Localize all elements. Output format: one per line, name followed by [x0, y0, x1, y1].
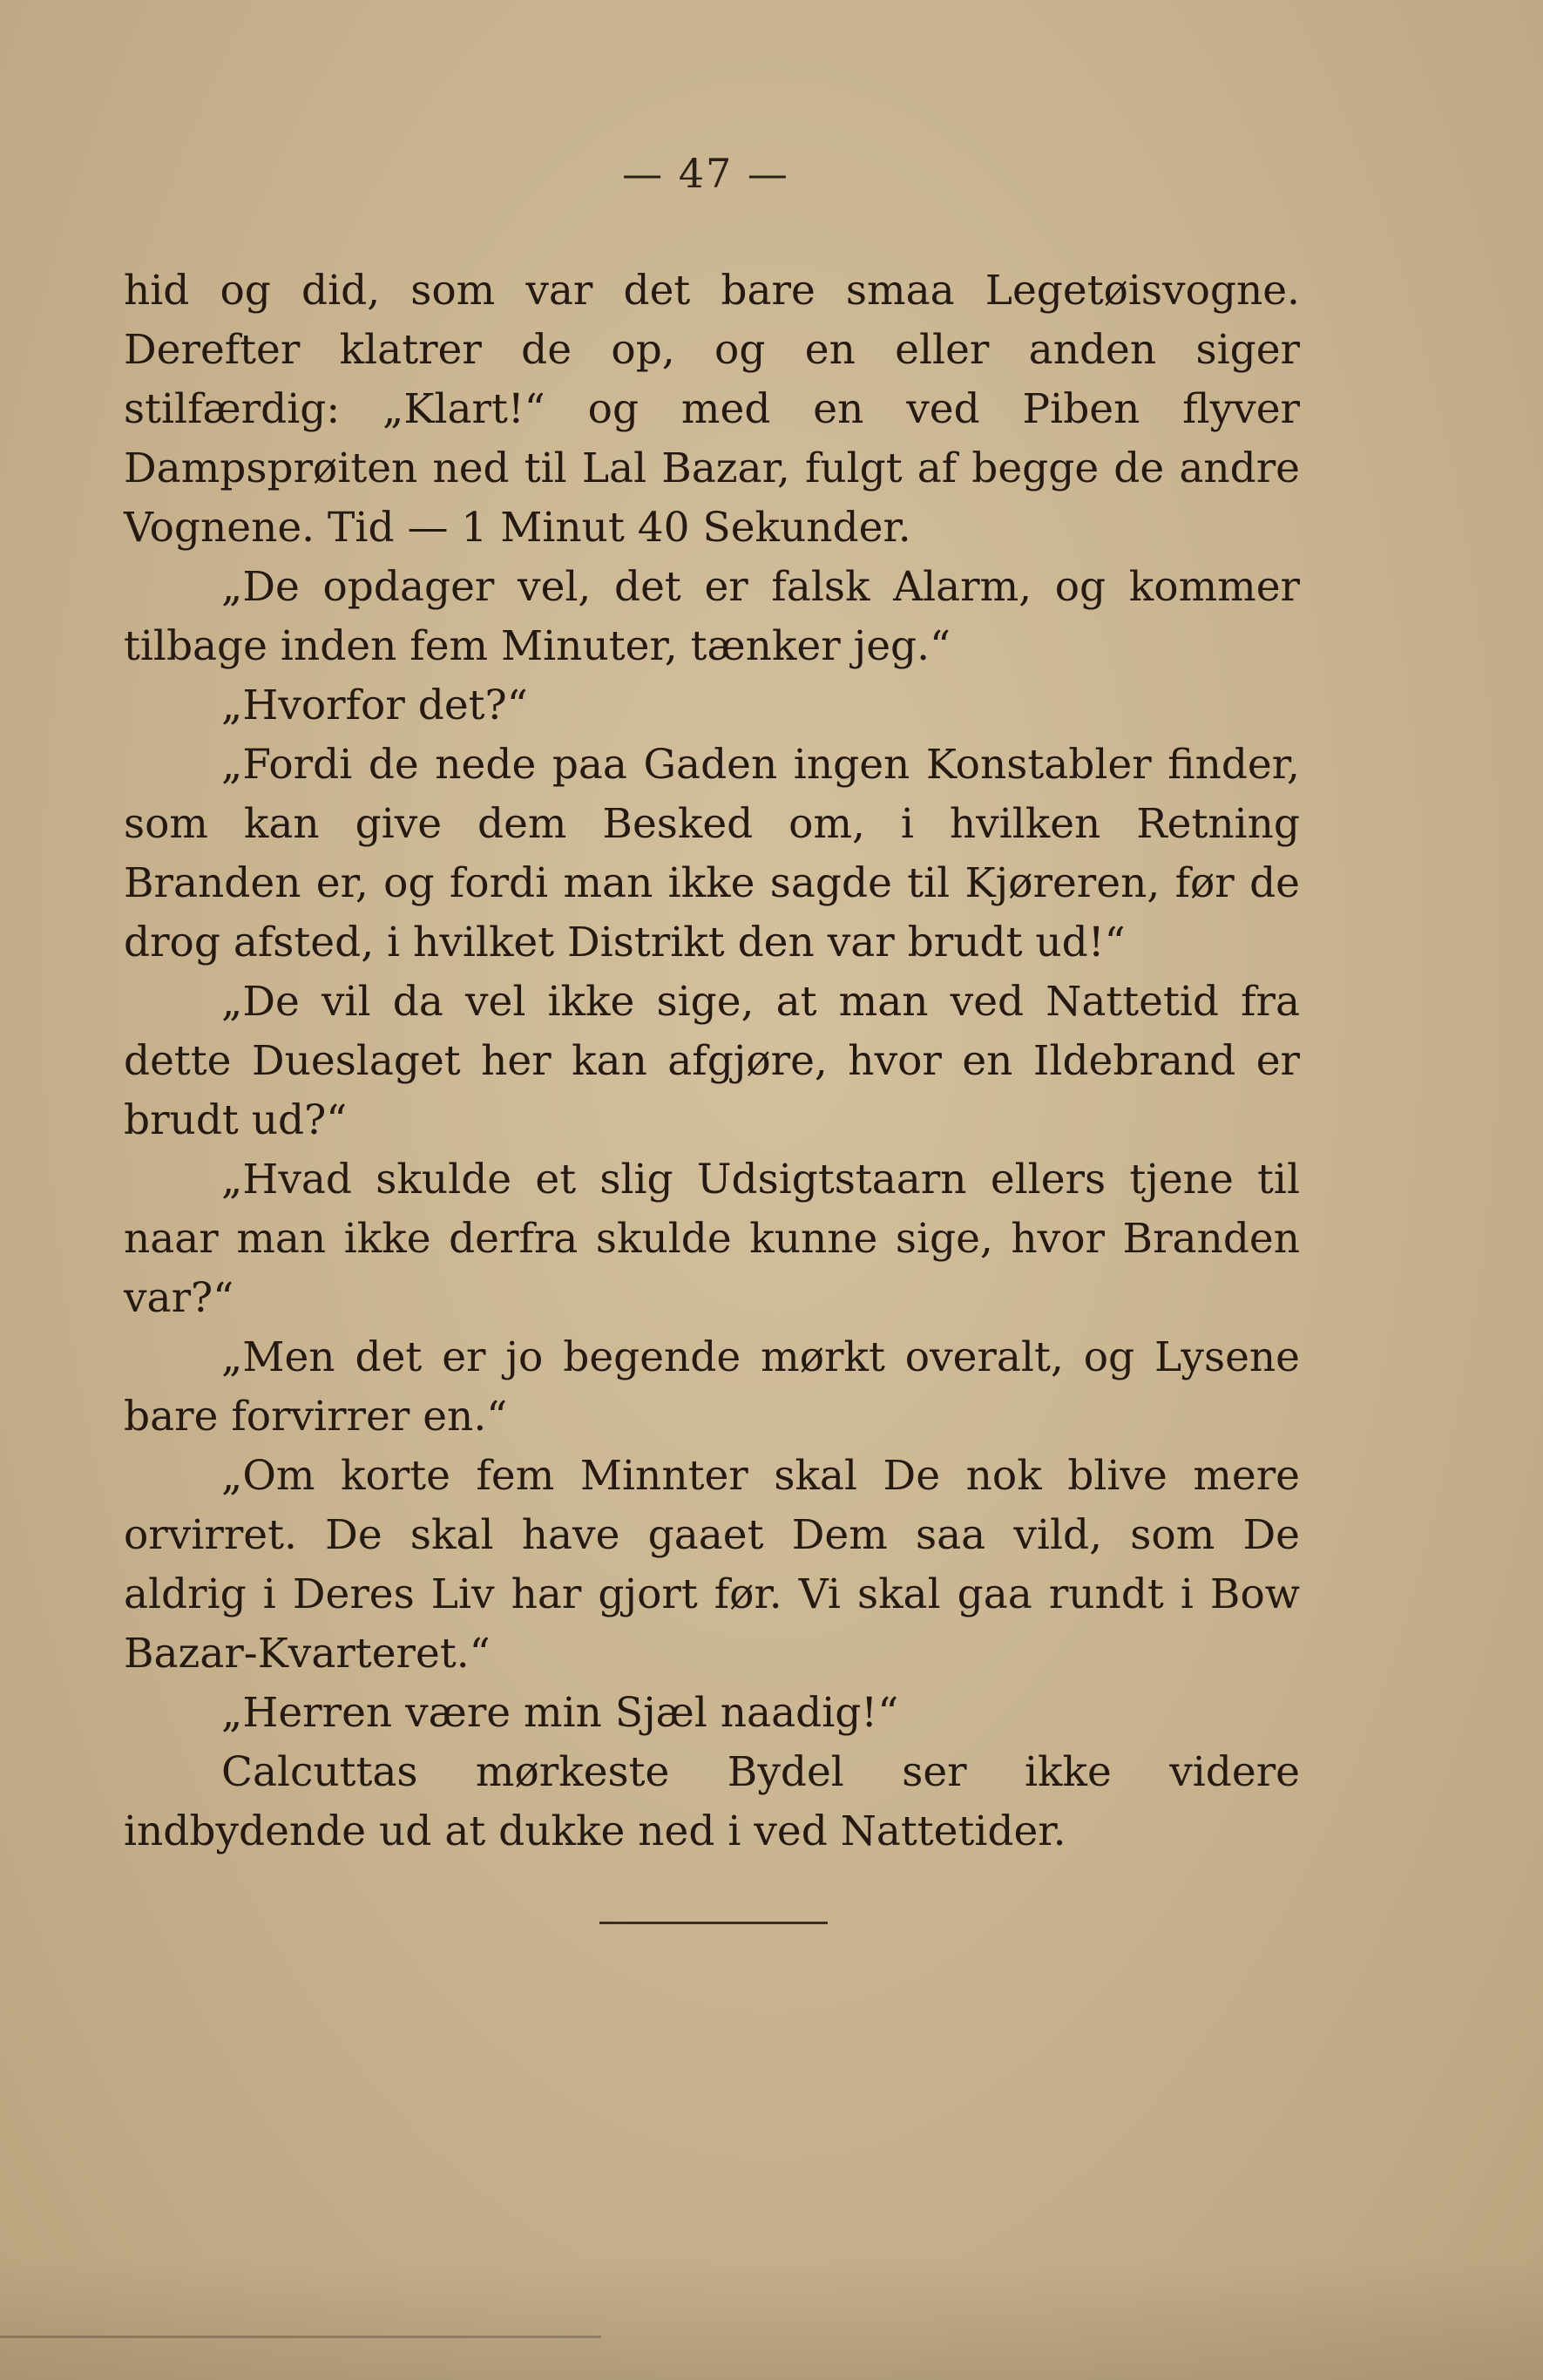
- paragraph-5: „De vil da vel ikke sige, at man ved Nattetid fra dette Dueslaget her kan afgjøre, hvor en Ildebrand er brudt ud?“: [124, 978, 1300, 1144]
- paragraph-9: „Herren være min Sjæl naadig!“: [221, 1689, 899, 1737]
- page-number: — 47 —: [622, 150, 789, 197]
- paragraph-7: „Men det er jo begende mørkt overalt, og Lysene bare forvirrer en.“: [124, 1333, 1300, 1441]
- body-text: [124, 261, 1300, 1861]
- paragraph-3: „Hvorfor det?“: [221, 681, 528, 729]
- paragraph-6: „Hvad skulde et slig Udsigtstaarn ellers tjene til naar man ikke derfra skulde kunne sige, hvor Branden var?“: [124, 1156, 1300, 1322]
- page-edge-shadow: [0, 2258, 1543, 2380]
- paragraph-4: „Fordi de nede paa Gaden ingen Konstabler finder, som kan give dem Besked om, i hvilken Retning Branden er, og fordi man ikke sagde til Kjøreren, før de drog afsted, i hvilket Distrikt den var brudt ud!“: [124, 741, 1300, 966]
- paragraph-10: Calcuttas mørkeste Bydel ser ikke videre indbydende ud at dukke ned i ved Nattetider.: [124, 1748, 1300, 1855]
- paragraph-2: „De opdager vel, det er falsk Alarm, og kommer tilbage inden fem Minuter, tænker jeg.“: [124, 563, 1300, 670]
- paragraph-8: „Om korte fem Minnter skal De nok blive mere orvirret. De skal have gaaet Dem saa vild, som De aldrig i Deres Liv har gjort før. Vi skal gaa rundt i Bow Bazar-Kvarteret.“: [124, 1452, 1300, 1678]
- paragraph-1: hid og did, som var det bare smaa Legetøisvogne. Derefter klatrer de op, og en eller anden siger stilfærdig: „Klart!“ og med en ved Piben flyver Dampsprøiten ned til Lal Bazar, fulgt af begge de andre Vognene. Tid — 1 Minut 40 Sekunder.: [124, 267, 1300, 552]
- section-end-rule: [599, 1922, 828, 1924]
